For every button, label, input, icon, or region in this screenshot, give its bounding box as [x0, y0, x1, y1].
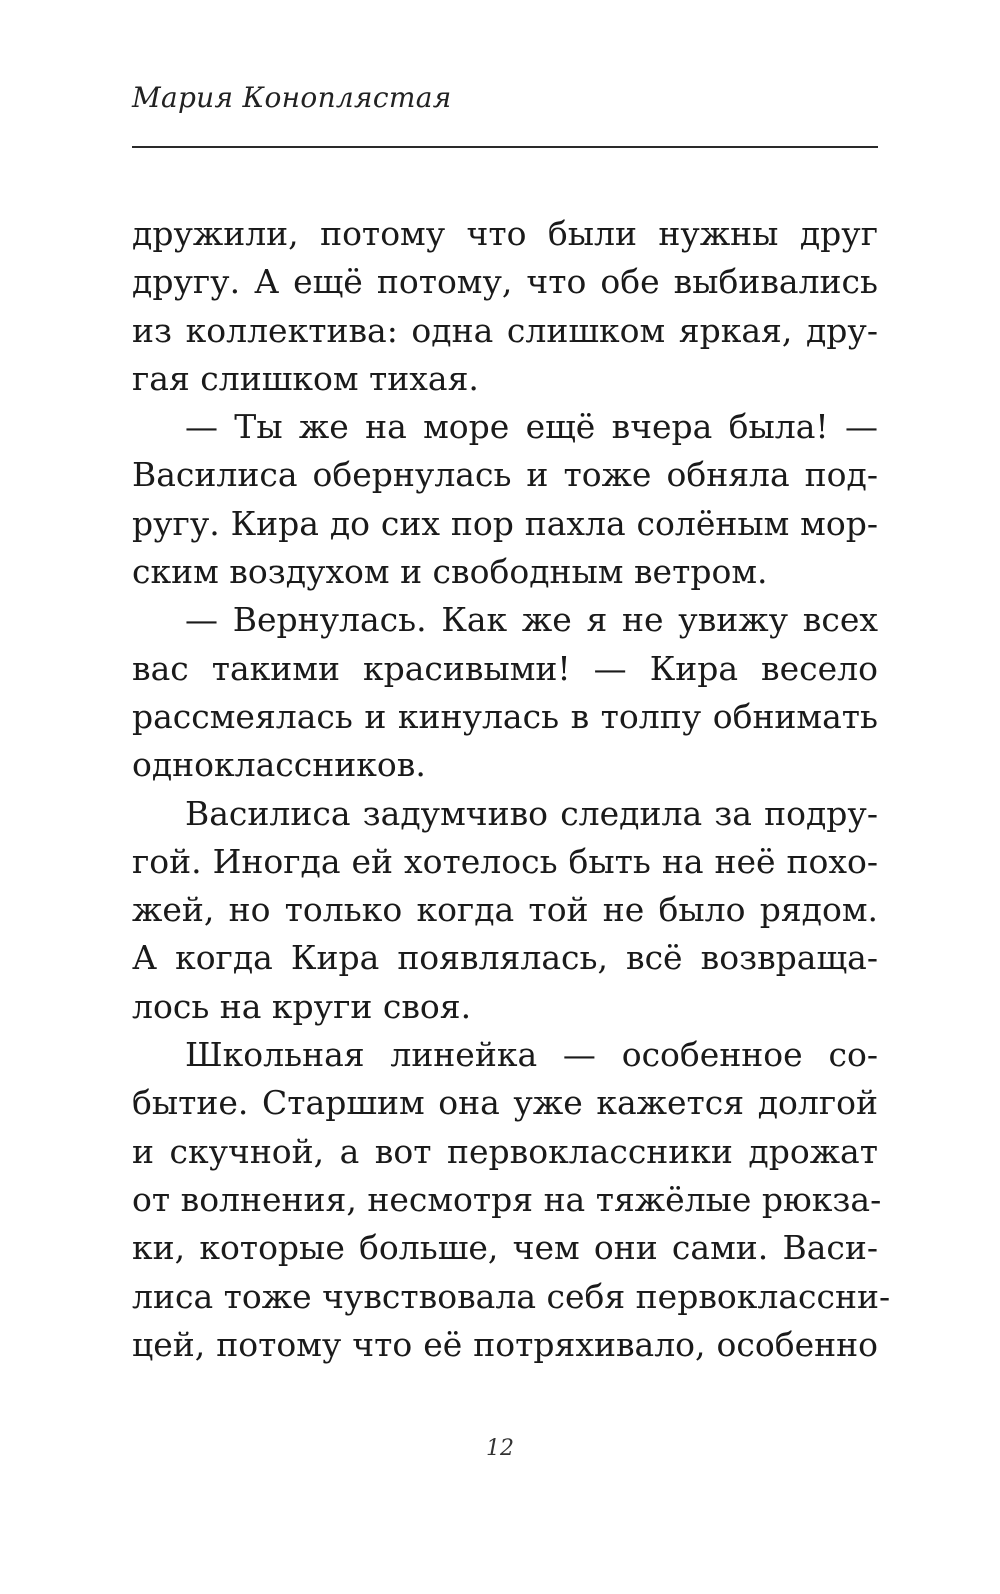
- text-line: гая слишком тихая.: [132, 358, 479, 398]
- text-line: другу. А ещё потому, что обе выбивались: [132, 262, 878, 302]
- running-head-author: Мария Коноплястая: [132, 81, 452, 114]
- text-line: лось на круги своя.: [132, 986, 472, 1026]
- text-line: рассмеялась и кинулась в толпу обнимать: [132, 696, 878, 736]
- text-line: вас такими красивыми! — Кира весело: [132, 648, 878, 688]
- page-number: 12: [486, 1436, 514, 1461]
- text-line: Василиса задумчиво следила за подру-: [185, 793, 878, 833]
- text-line: лиса тоже чувствовала себя первоклассни-: [132, 1276, 891, 1316]
- text-line: от волнения, несмотря на тяжёлые рюкза-: [132, 1179, 882, 1219]
- text-line: А когда Кира появлялась, всё возвраща-: [132, 938, 878, 978]
- text-line: — Вернулась. Как же я не увижу всех: [185, 600, 878, 640]
- text-line: ругу. Кира до сих пор пахла солёным мор-: [132, 503, 878, 543]
- text-line: из коллектива: одна слишком яркая, дру-: [132, 310, 878, 350]
- text-line: ским воздухом и свободным ветром.: [132, 552, 768, 592]
- text-line: и скучной, а вот первоклассники дрожат: [132, 1131, 878, 1171]
- header-rule: [132, 146, 878, 148]
- text-line: Школьная линейка — особенное со-: [185, 1035, 878, 1075]
- text-line: дружили, потому что были нужны друг: [132, 214, 878, 253]
- text-line: цей, потому что её потряхивало, особенно: [132, 1324, 878, 1364]
- text-line: жей, но только когда той не было рядом.: [132, 890, 878, 930]
- text-line: одноклассников.: [132, 745, 426, 785]
- text-line: гой. Иногда ей хотелось быть на неё похо-: [132, 841, 878, 881]
- body-text: [132, 210, 891, 1369]
- text-line: Василиса обернулась и тоже обняла под-: [132, 455, 878, 495]
- text-line: ки, которые больше, чем они сами. Васи-: [132, 1228, 878, 1268]
- text-line: — Ты же на море ещё вчера была! —: [185, 407, 878, 447]
- text-line: бытие. Старшим она уже кажется долгой: [132, 1083, 878, 1123]
